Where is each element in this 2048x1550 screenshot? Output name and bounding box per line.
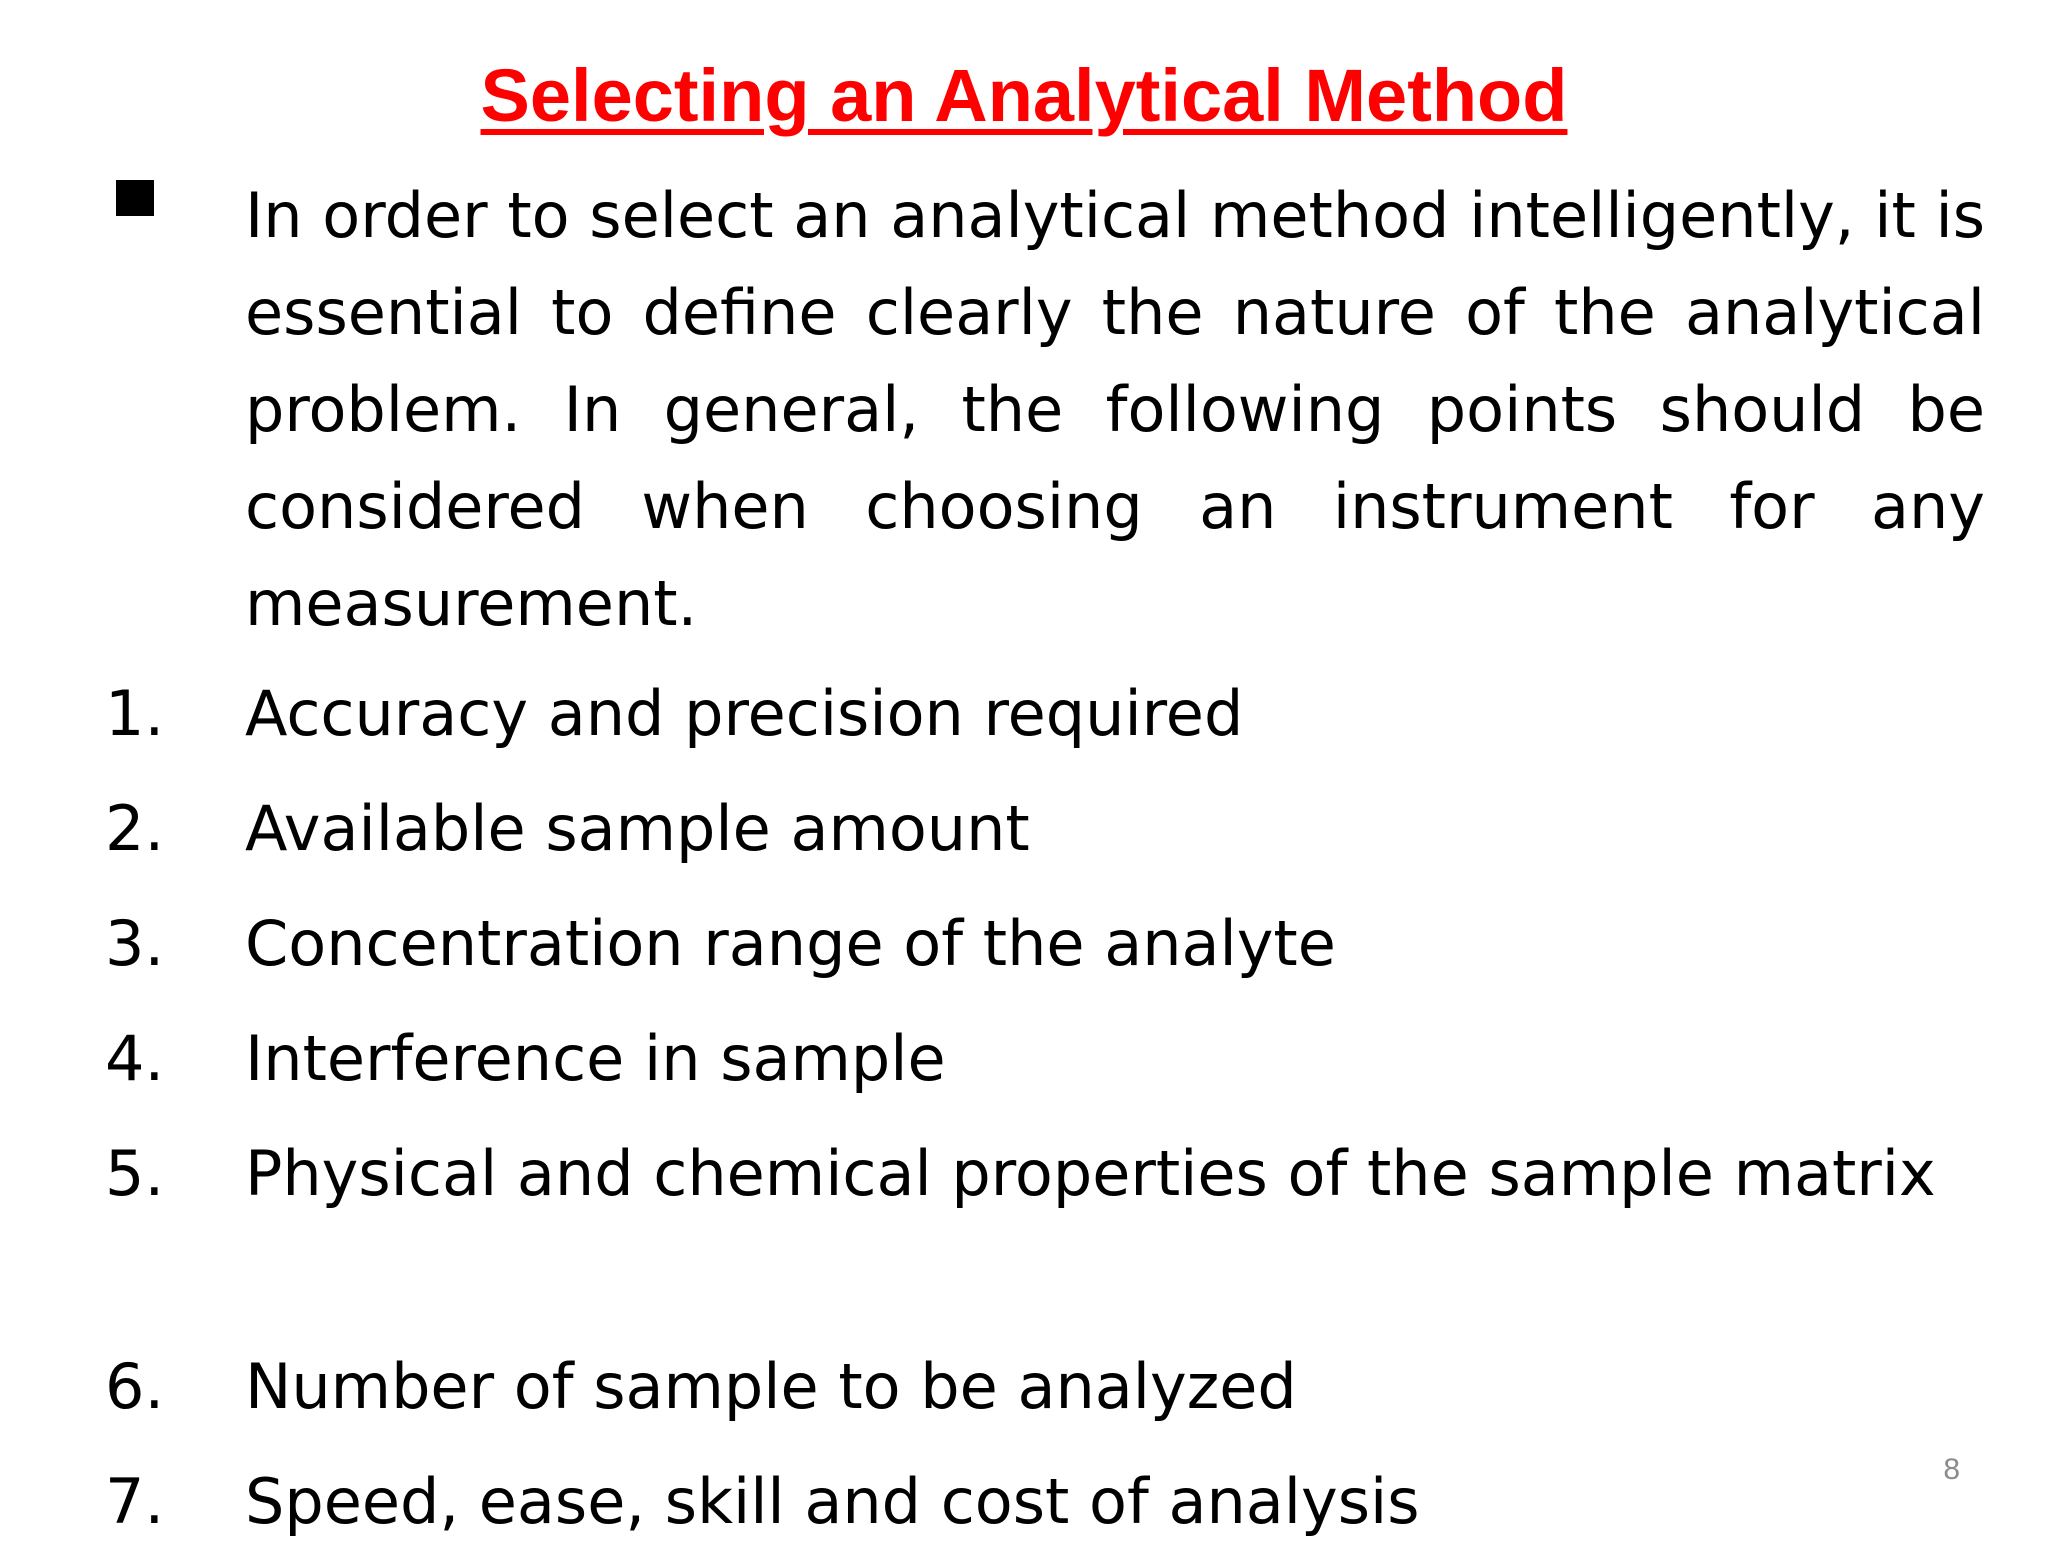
list-item-number: 5.	[105, 1137, 165, 1210]
list-item-text: Accuracy and precision required	[245, 677, 1244, 750]
list-item-number: 6.	[105, 1350, 165, 1423]
list-item-text: Available sample amount	[245, 792, 1030, 865]
page-number: 8	[1943, 1453, 1960, 1486]
list-item-text: Speed, ease, skill and cost of analysis	[245, 1465, 1420, 1538]
list-item-number: 7.	[105, 1465, 165, 1538]
list-item-number: 2.	[105, 792, 165, 865]
list-item-text: Interference in sample	[245, 1022, 946, 1095]
list-item-text: Number of sample to be analyzed	[245, 1350, 1297, 1423]
list-item-number: 1.	[105, 677, 165, 750]
intro-paragraph: In order to select an analytical method intelligently, it is essential to define clearly the nature of the analytical problem. In general, the following points should be considered when choosing an instrument for any measurement.	[245, 179, 1985, 640]
list-item-number: 3.	[105, 907, 165, 980]
list-item-text: Physical and chemical properties of the sample matrix	[245, 1137, 1936, 1210]
list-item-text: Concentration range of the analyte	[245, 907, 1336, 980]
slide-title: Selecting an Analytical Method	[480, 54, 1568, 137]
square-bullet-icon	[116, 180, 154, 216]
list-item-number: 4.	[105, 1022, 165, 1095]
